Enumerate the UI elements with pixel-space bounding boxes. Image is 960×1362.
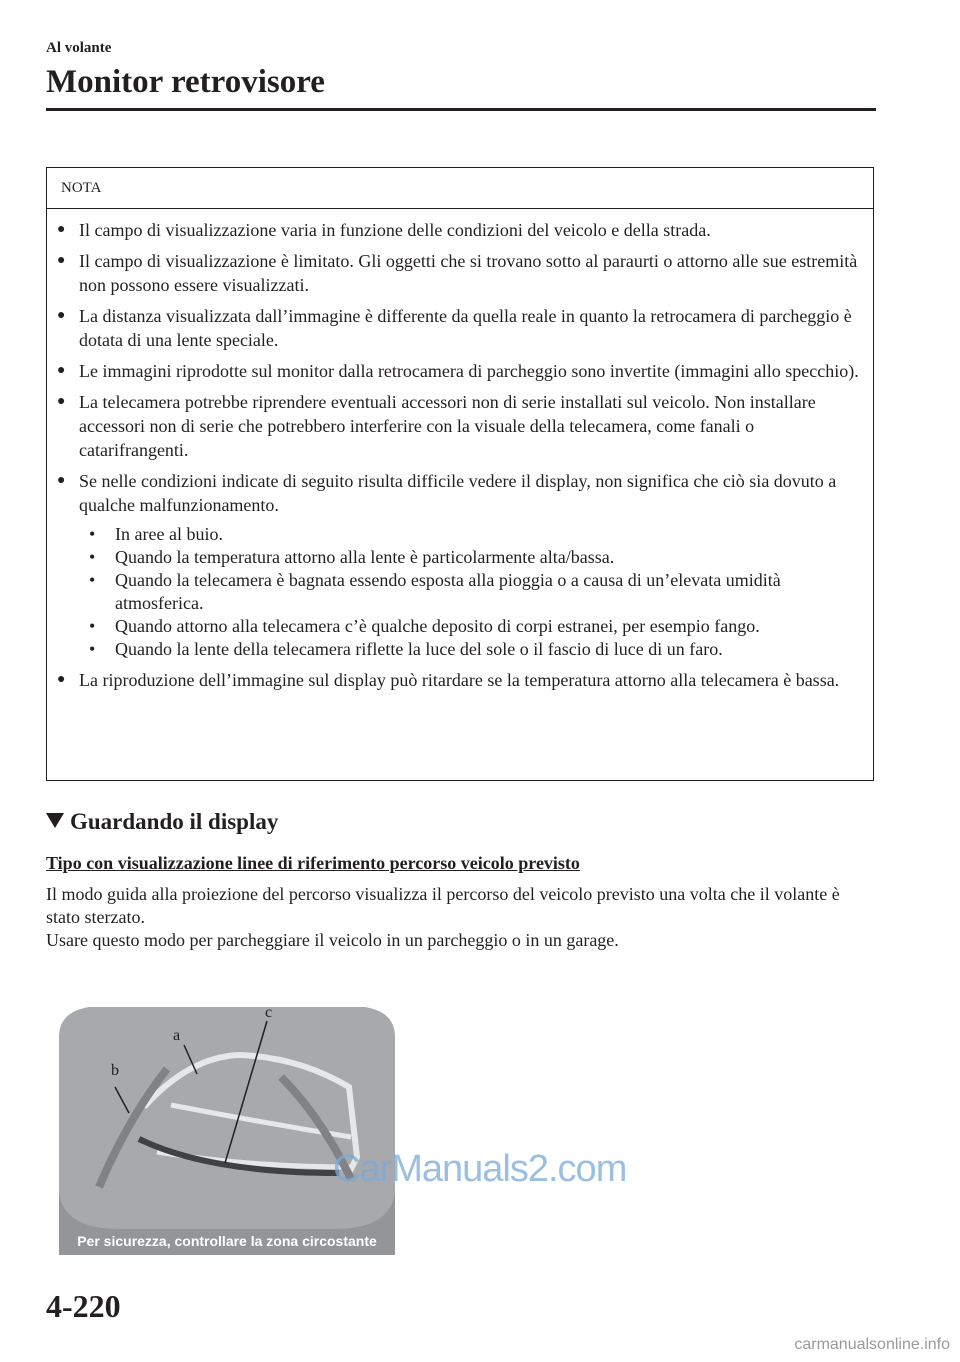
label-a: a (173, 1027, 181, 1044)
rear-camera-display-svg (59, 977, 395, 1255)
note-item (47, 390, 861, 462)
title-rule (46, 108, 876, 111)
note-heading: NOTA (47, 168, 873, 209)
note-item-text: Le immagini riprodotte sul monitor dalla retrocamera di parcheggio sono invertite (immagini allo specchio). (79, 361, 859, 381)
note-item (47, 469, 861, 661)
bullet-icon: ● (57, 222, 66, 237)
note-item (47, 218, 861, 242)
bullet-icon: ● (57, 308, 66, 323)
bullet-icon: ● (57, 672, 66, 687)
section-label: Al volante (46, 40, 112, 56)
sub-list-item (79, 638, 861, 661)
section-heading (46, 806, 278, 838)
bullet-icon: ● (57, 473, 66, 488)
note-item (47, 249, 861, 297)
type-heading: Tipo con visualizzazione linee di riferimento percorso veicolo previsto (46, 853, 580, 873)
sub-item-text: In aree al buio. (115, 524, 223, 544)
sub-bullet-icon: • (89, 547, 96, 567)
rear-camera-illustration (59, 977, 395, 1255)
bullet-icon: ● (57, 394, 66, 409)
paragraph-2: Usare questo modo per parcheggiare il veicolo in un parcheggio o in un garage. (46, 930, 619, 950)
sub-list-item (79, 546, 861, 569)
note-item (47, 668, 861, 692)
sub-list-item (79, 569, 861, 615)
sub-list-item (79, 615, 861, 638)
watermark: CarManuals2.com (333, 1148, 627, 1190)
sub-bullet-icon: • (89, 570, 96, 590)
sub-bullet-icon: • (89, 524, 96, 544)
note-item-text: La distanza visualizzata dall’immagine è differente da quella reale in quanto la retrocamera di parcheggio è dotata di una lente speciale. (79, 306, 852, 350)
bullet-icon: ● (57, 253, 66, 268)
sub-item-text: Quando la telecamera è bagnata essendo esposta alla pioggia o a causa di un’elevata umidità atmosferica. (115, 570, 781, 613)
page-title: Monitor retrovisore (46, 64, 325, 100)
sub-item-text: Quando la temperatura attorno alla lente è particolarmente alta/bassa. (115, 547, 615, 567)
note-item-text: Il campo di visualizzazione varia in funzione delle condizioni del veicolo e della strada. (79, 220, 711, 240)
label-b: b (111, 1062, 119, 1079)
note-item-text: Il campo di visualizzazione è limitato. Gli oggetti che si trovano sotto al paraurti o attorno alle sue estremità non possono essere visualizzati. (79, 251, 858, 295)
note-box (46, 167, 874, 781)
label-c: c (265, 1004, 273, 1021)
body-text (46, 883, 876, 952)
display-caption: Per sicurezza, controllare la zona circostante (77, 1233, 377, 1249)
note-item-text: La riproduzione dell’immagine sul display può ritardare se la temperatura attorno alla telecamera è bassa. (79, 670, 840, 690)
sub-bullet-icon: • (89, 616, 96, 636)
note-item-text: La telecamera potrebbe riprendere eventuali accessori non di serie installati sul veicolo. Non installare accessori non di serie che potrebbero interferire con la visuale della telecamera, come fanali o catarifrangenti. (79, 392, 816, 460)
page-number: 4-220 (46, 1288, 121, 1324)
section-heading-text: Guardando il display (70, 809, 279, 834)
note-list (47, 209, 873, 692)
sub-list (79, 523, 861, 661)
note-item-text: Se nelle condizioni indicate di seguito risulta difficile vedere il display, non significa che ciò sia dovuto a qualche malfunzionamento. (79, 471, 837, 515)
paragraph-1: Il modo guida alla proiezione del percorso visualizza il percorso del veicolo previsto una volta che il volante è stato sterzato. (46, 884, 840, 927)
sub-bullet-icon: • (89, 639, 96, 659)
footer-site: carmanualsonline.info (794, 1336, 950, 1353)
triangle-down-icon (46, 813, 64, 828)
sub-item-text: Quando attorno alla telecamera c’è qualche deposito di corpi estranei, per esempio fango. (115, 616, 760, 636)
sub-item-text: Quando la lente della telecamera riflette la luce del sole o il fascio di luce di un faro. (115, 639, 723, 659)
note-item (47, 304, 861, 352)
bullet-icon: ● (57, 363, 66, 378)
note-item (47, 359, 861, 383)
sub-list-item (79, 523, 861, 546)
